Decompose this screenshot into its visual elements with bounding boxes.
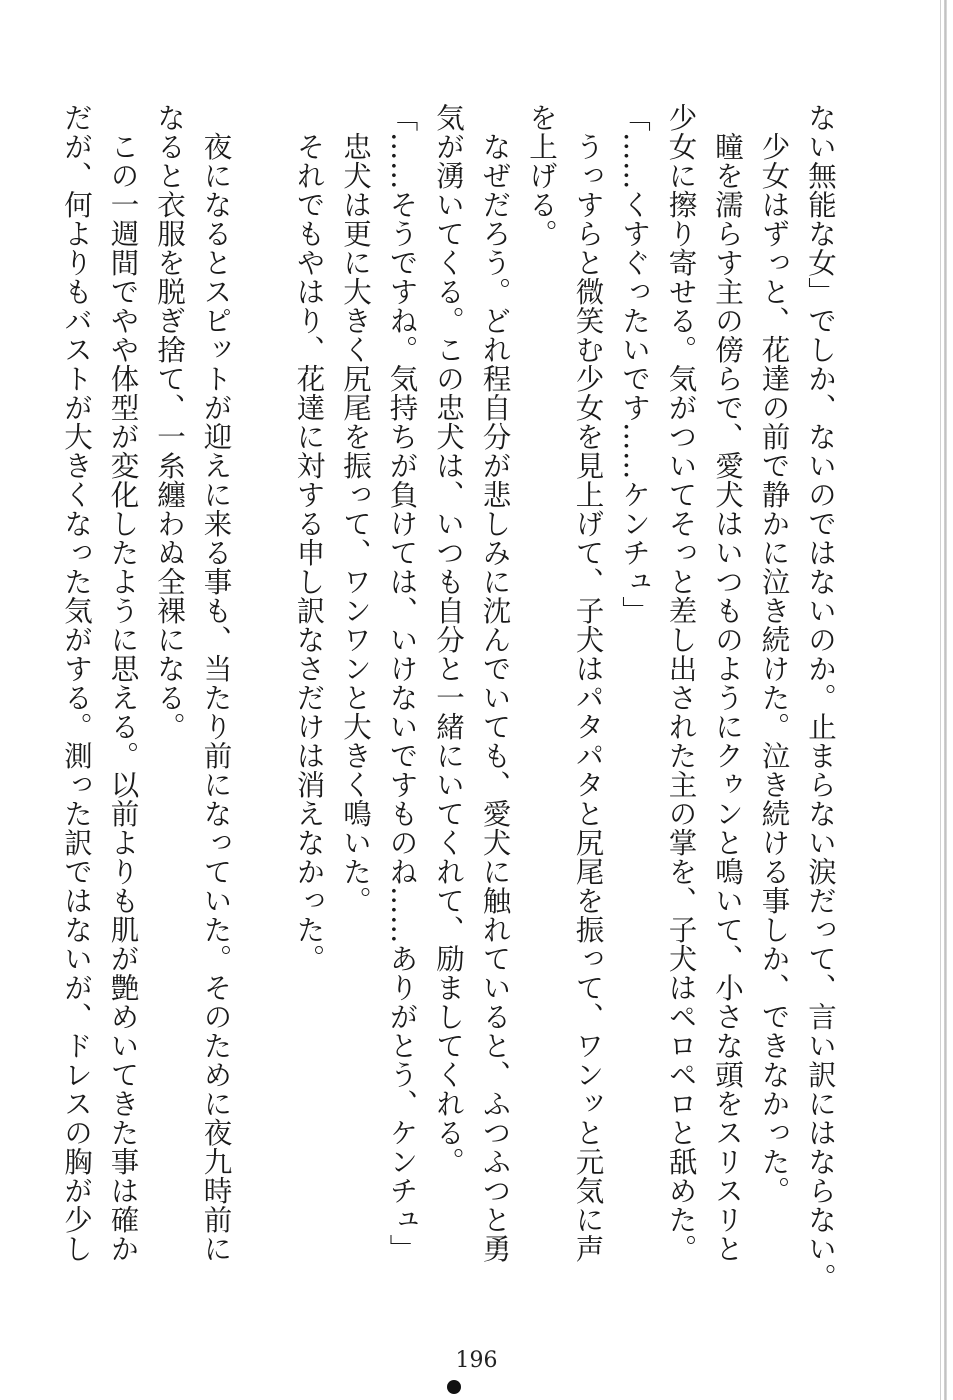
text-line: 気が湧いてくる。この忠犬は、いつも自分と一緒にいてくれて、励ましてくれる。 xyxy=(432,103,465,1176)
text-line: それでもやはり、花達に対する申し訳なさだけは消えなかった。 xyxy=(292,131,326,973)
page-number: 196 xyxy=(455,1348,498,1373)
text-line: 「……くすぐったいです……ケンチュ」 xyxy=(618,103,651,625)
text-line: うっすらと微笑む少女を見上げて、子犬はパタパタと尻尾を振って、ワンッと元気に声 xyxy=(571,131,605,1263)
page-marker-dot xyxy=(447,1380,461,1394)
page-binding-line xyxy=(940,0,941,1400)
vertical-text-body xyxy=(60,103,843,1333)
text-line: 「……そうですね。気持ちが負けては、いけないですものね……ありがとう、ケンチュ」 xyxy=(385,103,419,1263)
text-line: 夜になるとスピットが迎えに来る事も、当たり前になっていた。そのために夜九時前に xyxy=(199,131,233,1263)
text-line: ない無能な女」でしか、ないのではないのか。止まらない涙だって、言い訳にはならない。 xyxy=(804,103,837,1292)
text-line xyxy=(239,103,286,1333)
text-line: この一週間でやや体型が変化したように思える。以前よりも肌が艶めいてきた事は確か xyxy=(106,131,140,1263)
text-line: だが、何よりもバストが大きくなった気がする。測った訳ではないが、ドレスの胸が少し xyxy=(60,103,93,1263)
text-line: 忠犬は更に大きく尻尾を振って、ワンワンと大きく鳴いた。 xyxy=(339,131,372,915)
text-line: を上げる。 xyxy=(525,103,558,248)
text-line: なると衣服を脱ぎ捨て、一糸纏わぬ全裸になる。 xyxy=(153,103,186,741)
text-line: 少女に擦り寄せる。気がついてそっと差し出された主の掌を、子犬はペロペロと舐めた。 xyxy=(664,103,698,1263)
page-binding-edge xyxy=(944,0,947,1400)
text-line: 瞳を濡らす主の傍らで、愛犬はいつものようにクゥンと鳴いて、小さな頭をスリスリと xyxy=(711,131,744,1263)
text-line: 少女はずっと、花達の前で静かに泣き続けた。泣き続ける事しか、できなかった。 xyxy=(757,131,791,1205)
text-line: なぜだろう。どれ程自分が悲しみに沈んでいても、愛犬に触れていると、ふつふつと勇 xyxy=(478,131,512,1263)
